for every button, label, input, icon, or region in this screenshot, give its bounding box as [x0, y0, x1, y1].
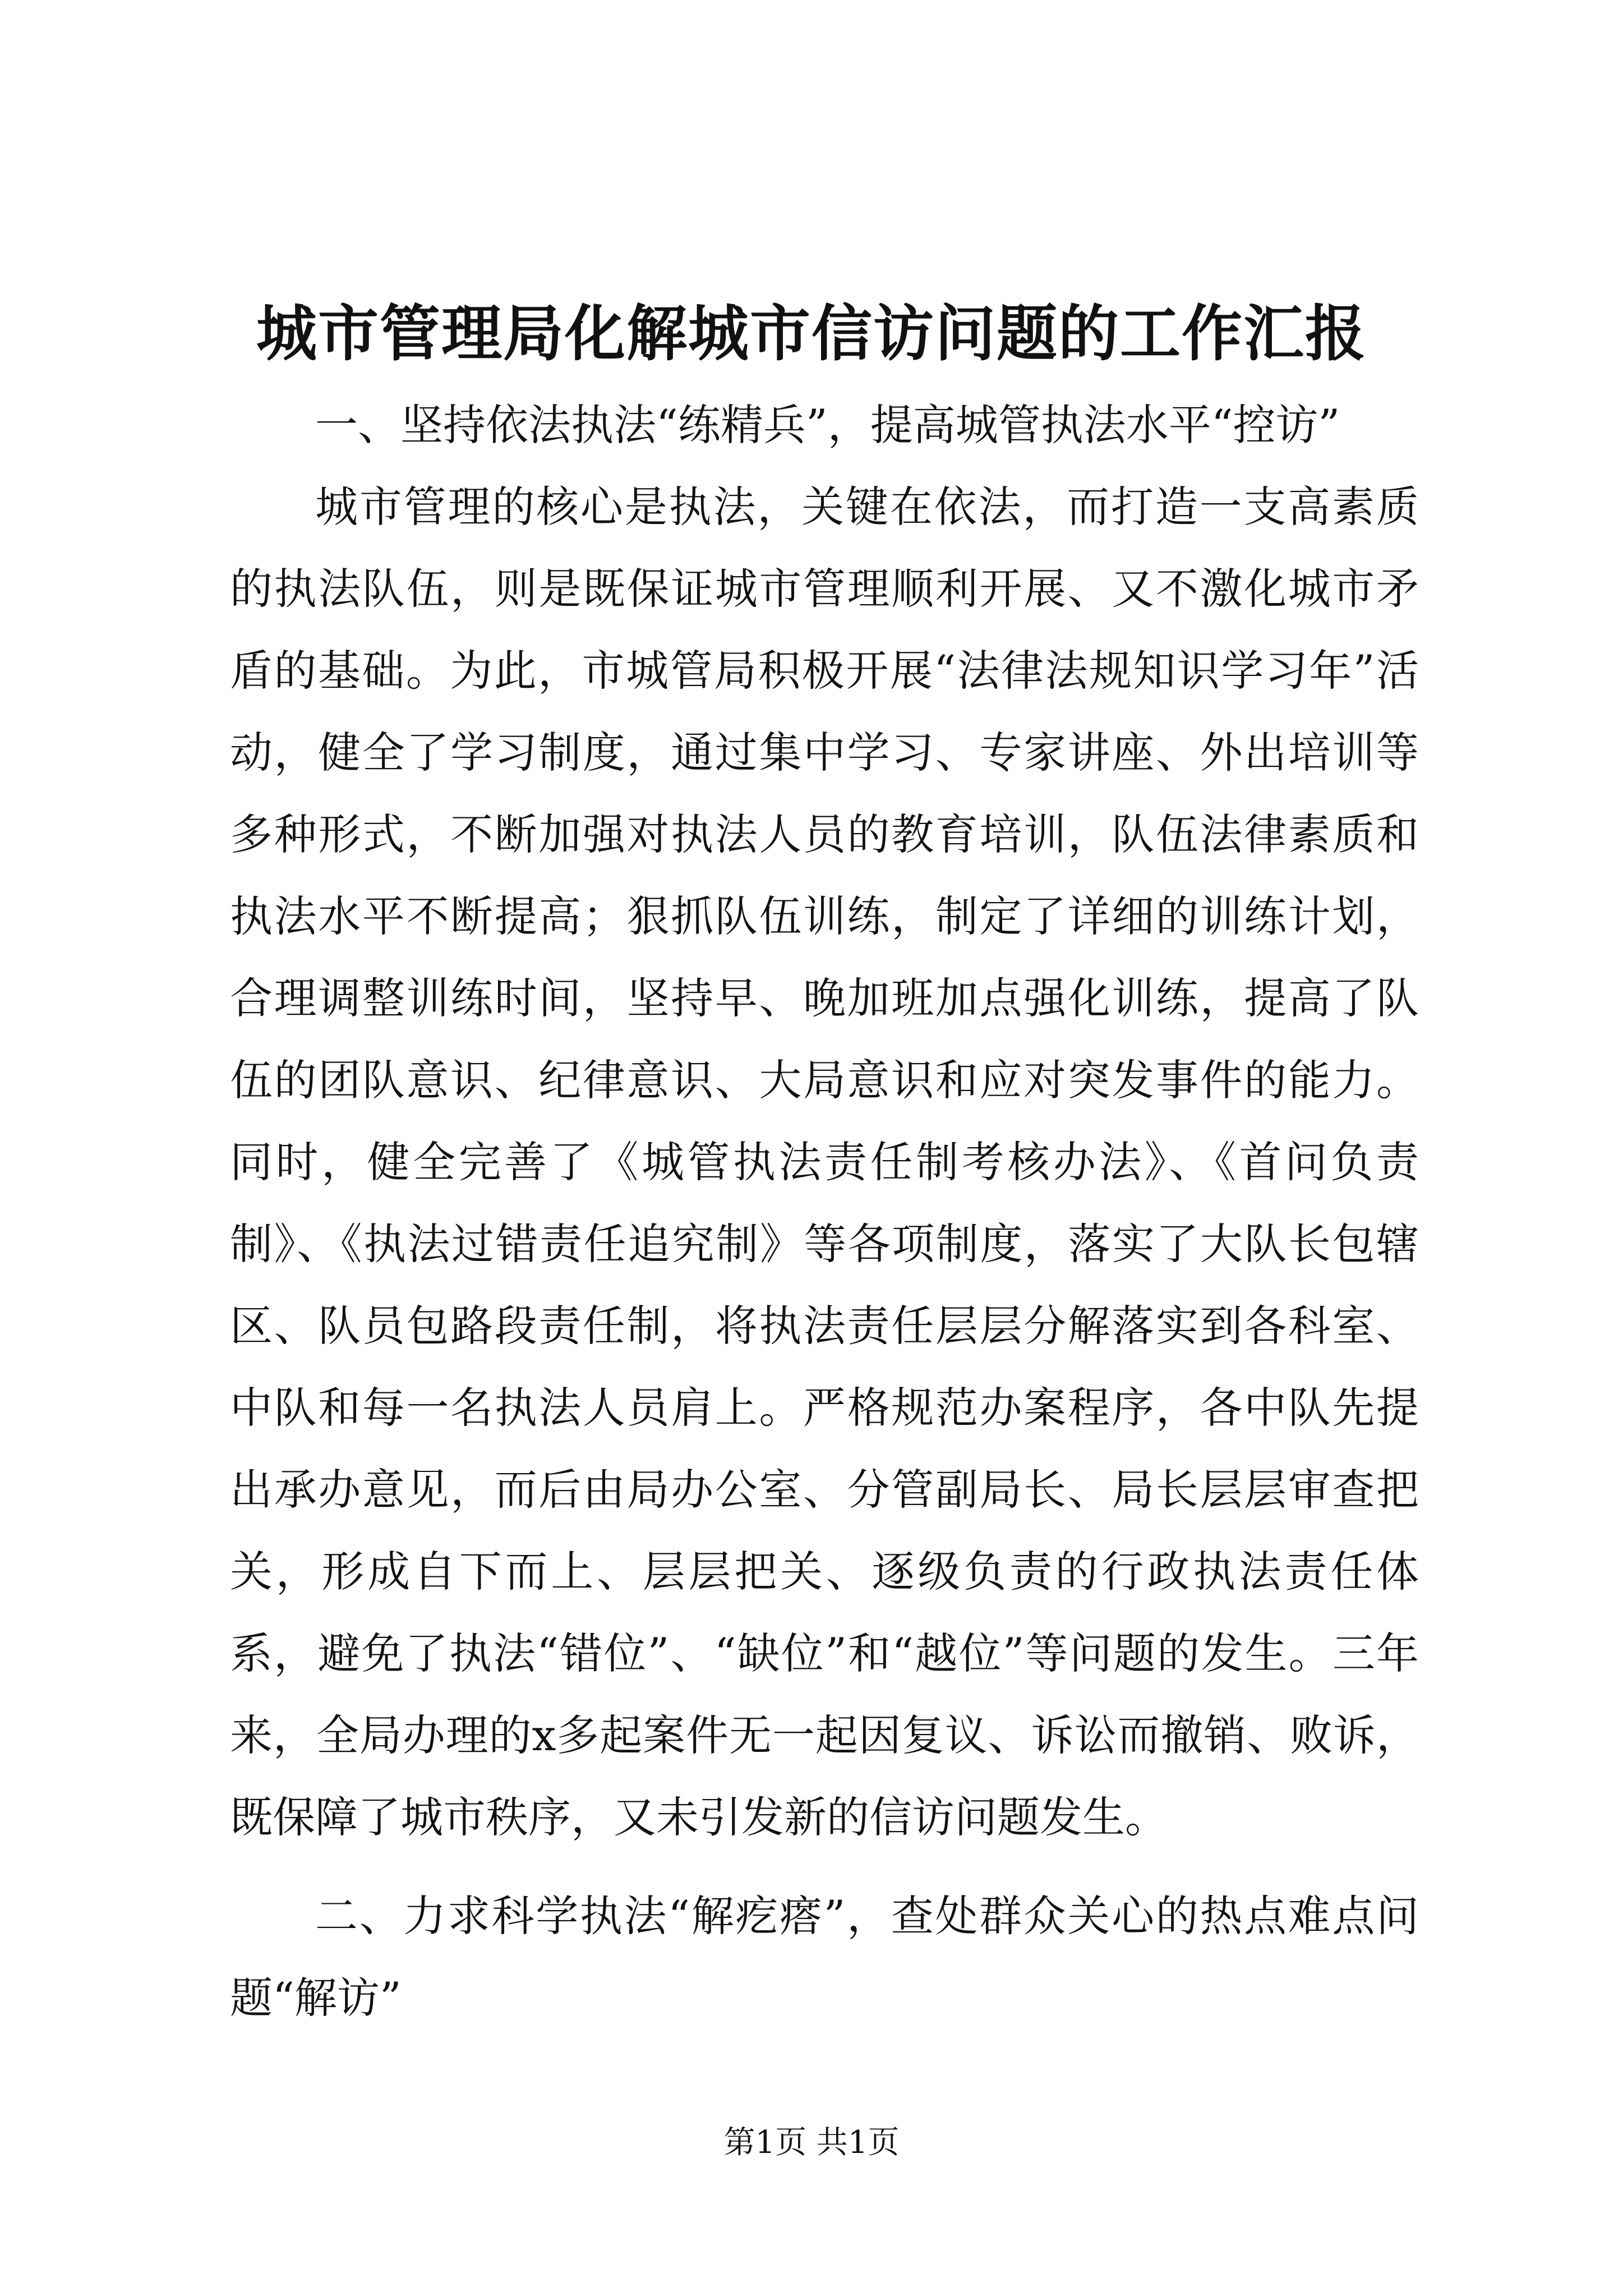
section-1-heading: 一、坚持依法执法“练精兵”，提高城管执法水平“控访” — [315, 400, 1340, 450]
page-number-footer: 第1页 共1页 — [723, 2124, 900, 2161]
section-2-heading: 二、力求科学执法“解疙瘩”，查处群众关心的热点难点问题“解访” — [230, 1891, 1419, 2023]
section-1-paragraph: 城市管理的核心是执法，关键在依法，而打造一支高素质的执法队伍，则是既保证城市管理顺利开展、又不激化城市矛盾的基础。为此，市城管局积极开展“法律法规知识学习年”活动，健全了学习制度，通过集中学习、专家讲座、外出培训等多种形式，不断加强对执法人员的教育培训，队伍法律素质和执法水平不断提高；狠抓队伍训练，制定了详细的训练计划，合理调整训练时间，坚持早、晚加班加点强化训练，提高了队伍的团队意识、纪律意识、大局意识和应对突发事件的能力。同时，健全完善了《城管执法责任制考核办法》、《首问负责制》、《执法过错责任追究制》等各项制度，落实了大队长包辖区、队员包路段责任制，将执法责任层层分解落实到各科室、中队和每一名执法人员肩上。严格规范办案程序，各中队先提出承办意见，而后由局办公室、分管副局长、局长层层审查把关，形成自下而上、层层把关、逐级负责的行政执法责任体系，避免了执法“错位”、“缺位”和“越位”等问题的发生。三年来，全局办理的x多起案件无一起因复议、诉讼而撤销、败诉，既保障了城市秩序，又未引发新的信访问题发生。 — [230, 482, 1419, 1842]
document-body — [230, 384, 1419, 2039]
document-title: 城市管理局化解城市信访问题的工作汇报 — [256, 298, 1367, 369]
